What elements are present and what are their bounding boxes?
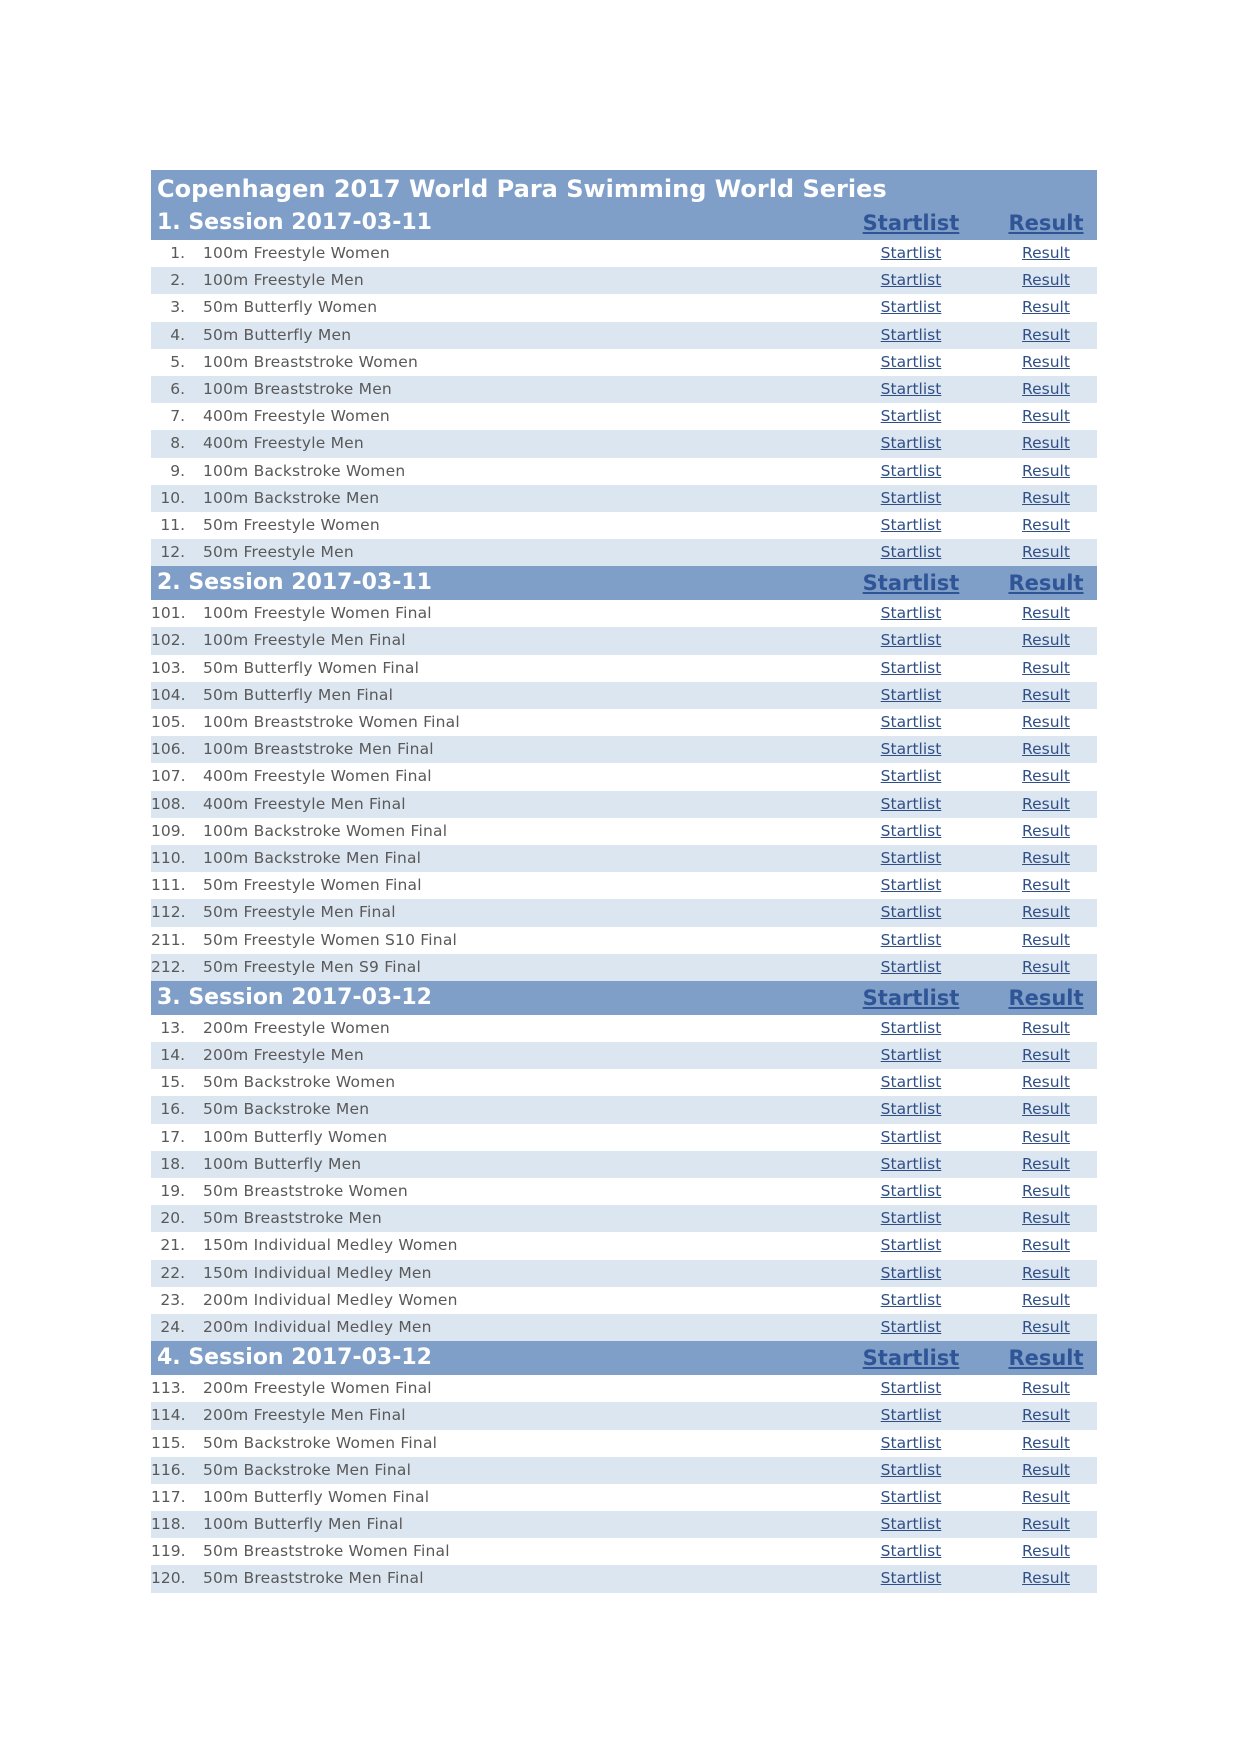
event-number: 18. (160, 1154, 185, 1173)
event-row (151, 512, 1097, 539)
event-result-link[interactable]: Result (1022, 1263, 1070, 1282)
event-row (151, 1538, 1097, 1565)
event-number: 116. (151, 1460, 186, 1479)
event-name: 400m Freestyle Men Final (203, 794, 406, 813)
event-name: 200m Individual Medley Men (203, 1317, 432, 1336)
session-header (151, 566, 1097, 600)
event-startlist-link[interactable]: Startlist (880, 461, 942, 480)
event-number: 103. (151, 658, 186, 677)
event-name: 100m Backstroke Men Final (203, 848, 422, 867)
session-startlist-link[interactable]: Startlist (862, 1346, 960, 1371)
event-name: 50m Freestyle Women (203, 515, 380, 534)
event-result-link[interactable]: Result (1022, 1379, 1070, 1398)
event-row (151, 600, 1097, 627)
event-number: 5. (170, 352, 185, 371)
event-startlist-link[interactable]: Startlist (880, 352, 942, 371)
session-title: 3. Session 2017-03-12 (157, 984, 432, 1010)
session-startlist-link[interactable]: Startlist (862, 571, 960, 596)
event-number: 108. (151, 794, 186, 813)
event-number: 17. (160, 1127, 185, 1146)
event-number: 211. (151, 930, 186, 949)
event-result-link[interactable]: Result (1022, 794, 1070, 813)
event-result-link[interactable]: Result (1022, 1100, 1070, 1119)
event-name: 50m Butterfly Women Final (203, 658, 420, 677)
event-name: 50m Freestyle Men Final (203, 903, 396, 922)
event-row (151, 376, 1097, 403)
session-title: 4. Session 2017-03-12 (157, 1345, 432, 1371)
event-startlist-link[interactable]: Startlist (880, 957, 942, 976)
event-startlist-link[interactable]: Startlist (880, 903, 942, 922)
sessions-list (151, 206, 1097, 1593)
event-name: 50m Freestyle Women S10 Final (203, 930, 458, 949)
event-number: 107. (151, 767, 186, 786)
event-name: 50m Backstroke Men (203, 1100, 370, 1119)
event-result-link[interactable]: Result (1022, 434, 1070, 453)
event-row (151, 927, 1097, 954)
session-header (151, 1341, 1097, 1375)
event-result-link[interactable]: Result (1022, 821, 1070, 840)
event-result-link[interactable]: Result (1022, 740, 1070, 759)
event-startlist-link[interactable]: Startlist (880, 1433, 942, 1452)
event-name: 100m Backstroke Women (203, 461, 406, 480)
event-startlist-link[interactable]: Startlist (880, 1569, 942, 1588)
event-result-link[interactable]: Result (1022, 1406, 1070, 1425)
event-result-link[interactable]: Result (1022, 767, 1070, 786)
event-name: 100m Backstroke Women Final (203, 821, 448, 840)
event-result-link[interactable]: Result (1022, 1487, 1070, 1506)
event-name: 100m Butterfly Women Final (203, 1487, 430, 1506)
event-name: 200m Freestyle Men Final (203, 1406, 406, 1425)
event-result-link[interactable]: Result (1022, 1290, 1070, 1309)
event-number: 118. (151, 1515, 186, 1534)
event-startlist-link[interactable]: Startlist (880, 543, 942, 562)
event-row (151, 1069, 1097, 1096)
event-result-link[interactable]: Result (1022, 658, 1070, 677)
event-number: 114. (151, 1406, 186, 1425)
event-row (151, 1430, 1097, 1457)
event-row (151, 872, 1097, 899)
event-number: 7. (170, 407, 185, 426)
event-number: 6. (170, 379, 185, 398)
session-title: 2. Session 2017-03-11 (157, 570, 432, 596)
event-result-link[interactable]: Result (1022, 325, 1070, 344)
event-startlist-link[interactable]: Startlist (880, 1406, 942, 1425)
event-result-link[interactable]: Result (1022, 1127, 1070, 1146)
event-number: 1. (170, 244, 185, 262)
event-name: 50m Butterfly Women (203, 298, 378, 317)
event-row (151, 240, 1097, 267)
event-number: 104. (151, 685, 186, 704)
event-result-link[interactable]: Result (1022, 1046, 1070, 1065)
event-startlist-link[interactable]: Startlist (880, 1018, 942, 1037)
event-number: 19. (160, 1182, 185, 1200)
event-number: 23. (160, 1290, 185, 1309)
event-result-link[interactable]: Result (1022, 685, 1070, 704)
event-number: 10. (160, 488, 185, 507)
event-startlist-link[interactable]: Startlist (880, 1290, 942, 1309)
event-result-link[interactable]: Result (1022, 713, 1070, 731)
event-startlist-link[interactable]: Startlist (880, 1209, 942, 1228)
event-result-link[interactable]: Result (1022, 488, 1070, 507)
event-startlist-link[interactable]: Startlist (880, 271, 942, 290)
event-result-link[interactable]: Result (1022, 1542, 1070, 1561)
event-startlist-link[interactable]: Startlist (880, 1127, 942, 1146)
event-number: 105. (151, 713, 186, 731)
session-header (151, 206, 1097, 240)
event-row (151, 485, 1097, 512)
event-number: 111. (151, 876, 186, 895)
event-result-link[interactable]: Result (1022, 407, 1070, 426)
session-result-link[interactable]: Result (1008, 1346, 1084, 1371)
event-number: 24. (160, 1317, 185, 1336)
event-result-link[interactable]: Result (1022, 1460, 1070, 1479)
event-name: 100m Breaststroke Women Final (203, 713, 460, 731)
event-startlist-link[interactable]: Startlist (880, 794, 942, 813)
event-row (151, 1205, 1097, 1232)
event-row (151, 627, 1097, 654)
event-row (151, 403, 1097, 430)
event-name: 100m Butterfly Men (203, 1154, 362, 1173)
event-result-link[interactable]: Result (1022, 631, 1070, 650)
event-name: 100m Freestyle Men (203, 271, 364, 290)
event-number: 113. (151, 1379, 186, 1398)
event-row (151, 1402, 1097, 1429)
event-row (151, 954, 1097, 981)
event-row (151, 1457, 1097, 1484)
event-number: 20. (160, 1209, 185, 1228)
event-number: 16. (160, 1100, 185, 1119)
event-row (151, 1151, 1097, 1178)
event-result-link[interactable]: Result (1022, 515, 1070, 534)
event-row (151, 899, 1097, 926)
event-startlist-link[interactable]: Startlist (880, 1379, 942, 1398)
event-name: 100m Breaststroke Men (203, 379, 392, 398)
session-result-link[interactable]: Result (1008, 985, 1084, 1010)
event-row (151, 1287, 1097, 1314)
event-startlist-link[interactable]: Startlist (880, 876, 942, 895)
page-title: Copenhagen 2017 World Para Swimming World Series (151, 170, 1097, 206)
event-name: 50m Freestyle Men S9 Final (203, 957, 421, 976)
event-row (151, 709, 1097, 736)
event-number: 14. (160, 1046, 185, 1065)
event-name: 100m Freestyle Women Final (203, 604, 432, 623)
event-startlist-link[interactable]: Startlist (880, 1046, 942, 1065)
event-startlist-link[interactable]: Startlist (880, 244, 942, 262)
event-row (151, 682, 1097, 709)
event-name: 50m Breaststroke Men (203, 1209, 382, 1228)
event-startlist-link[interactable]: Startlist (880, 1100, 942, 1119)
event-number: 112. (151, 903, 186, 922)
event-row (151, 322, 1097, 349)
event-number: 117. (151, 1487, 186, 1506)
event-row (151, 458, 1097, 485)
event-result-link[interactable]: Result (1022, 957, 1070, 976)
event-row (151, 763, 1097, 790)
event-number: 22. (160, 1263, 185, 1282)
event-result-link[interactable]: Result (1022, 271, 1070, 290)
event-number: 12. (160, 543, 185, 562)
event-row (151, 1042, 1097, 1069)
event-result-link[interactable]: Result (1022, 876, 1070, 895)
event-result-link[interactable]: Result (1022, 298, 1070, 317)
event-row (151, 1565, 1097, 1592)
event-number: 120. (151, 1569, 186, 1588)
event-row (151, 1015, 1097, 1042)
event-startlist-link[interactable]: Startlist (880, 1182, 942, 1200)
event-name: 100m Freestyle Men Final (203, 631, 406, 650)
event-startlist-link[interactable]: Startlist (880, 604, 942, 623)
event-row (151, 818, 1097, 845)
event-startlist-link[interactable]: Startlist (880, 713, 942, 731)
event-result-link[interactable]: Result (1022, 1515, 1070, 1534)
event-number: 15. (160, 1073, 185, 1092)
event-row (151, 430, 1097, 457)
event-row (151, 791, 1097, 818)
event-name: 400m Freestyle Women Final (203, 767, 432, 786)
event-startlist-link[interactable]: Startlist (880, 1317, 942, 1336)
event-name: 150m Individual Medley Men (203, 1263, 432, 1282)
event-startlist-link[interactable]: Startlist (880, 1460, 942, 1479)
event-number: 11. (160, 515, 185, 534)
event-result-link[interactable]: Result (1022, 244, 1070, 262)
event-row (151, 1314, 1097, 1341)
event-result-link[interactable]: Result (1022, 1182, 1070, 1200)
event-startlist-link[interactable]: Startlist (880, 1236, 942, 1255)
event-name: 50m Breaststroke Men Final (203, 1569, 424, 1588)
event-result-link[interactable]: Result (1022, 1154, 1070, 1173)
event-startlist-link[interactable]: Startlist (880, 379, 942, 398)
results-page (151, 170, 1097, 1593)
session-startlist-link[interactable]: Startlist (862, 211, 960, 235)
event-startlist-link[interactable]: Startlist (880, 1073, 942, 1092)
event-result-link[interactable]: Result (1022, 1569, 1070, 1588)
event-name: 50m Backstroke Men Final (203, 1460, 412, 1479)
event-startlist-link[interactable]: Startlist (880, 488, 942, 507)
event-number: 4. (170, 325, 185, 344)
event-startlist-link[interactable]: Startlist (880, 821, 942, 840)
event-row (151, 1484, 1097, 1511)
event-startlist-link[interactable]: Startlist (880, 631, 942, 650)
event-row (151, 1178, 1097, 1205)
event-name: 50m Freestyle Men (203, 543, 354, 562)
event-number: 106. (151, 740, 186, 759)
event-name: 400m Freestyle Men (203, 434, 364, 453)
event-result-link[interactable]: Result (1022, 1073, 1070, 1092)
event-result-link[interactable]: Result (1022, 1018, 1070, 1037)
session-header (151, 981, 1097, 1015)
event-startlist-link[interactable]: Startlist (880, 685, 942, 704)
event-number: 9. (170, 461, 185, 480)
event-number: 109. (151, 821, 186, 840)
event-row (151, 1375, 1097, 1402)
event-number: 101. (151, 604, 186, 623)
event-result-link[interactable]: Result (1022, 604, 1070, 623)
event-name: 50m Butterfly Men Final (203, 685, 394, 704)
event-name: 100m Freestyle Women (203, 244, 390, 262)
event-startlist-link[interactable]: Startlist (880, 407, 942, 426)
event-number: 3. (170, 298, 185, 317)
event-row (151, 294, 1097, 321)
event-row (151, 1260, 1097, 1287)
event-startlist-link[interactable]: Startlist (880, 298, 942, 317)
event-result-link[interactable]: Result (1022, 1236, 1070, 1255)
event-name: 50m Breaststroke Women Final (203, 1542, 450, 1561)
event-name: 100m Butterfly Women (203, 1127, 388, 1146)
session-result-link[interactable]: Result (1008, 571, 1084, 596)
event-name: 50m Butterfly Men (203, 325, 352, 344)
event-result-link[interactable]: Result (1022, 543, 1070, 562)
event-startlist-link[interactable]: Startlist (880, 1542, 942, 1561)
event-result-link[interactable]: Result (1022, 1317, 1070, 1336)
event-row (151, 267, 1097, 294)
event-number: 212. (151, 957, 186, 976)
session-title: 1. Session 2017-03-11 (157, 210, 432, 235)
event-row (151, 349, 1097, 376)
event-result-link[interactable]: Result (1022, 930, 1070, 949)
event-number: 119. (151, 1542, 186, 1561)
event-result-link[interactable]: Result (1022, 461, 1070, 480)
event-number: 102. (151, 631, 186, 650)
event-name: 200m Freestyle Women Final (203, 1379, 432, 1398)
event-number: 2. (170, 271, 185, 290)
event-number: 13. (160, 1018, 185, 1037)
event-startlist-link[interactable]: Startlist (880, 1154, 942, 1173)
event-result-link[interactable]: Result (1022, 352, 1070, 371)
session-result-link[interactable]: Result (1008, 211, 1084, 235)
session-startlist-link[interactable]: Startlist (862, 985, 960, 1010)
event-startlist-link[interactable]: Startlist (880, 767, 942, 786)
event-name: 50m Freestyle Women Final (203, 876, 422, 895)
event-startlist-link[interactable]: Startlist (880, 1263, 942, 1282)
event-row (151, 1511, 1097, 1538)
event-name: 50m Breaststroke Women (203, 1182, 408, 1200)
event-startlist-link[interactable]: Startlist (880, 930, 942, 949)
event-name: 200m Freestyle Women (203, 1018, 390, 1037)
event-row (151, 1124, 1097, 1151)
event-name: 400m Freestyle Women (203, 407, 390, 426)
event-name: 100m Butterfly Men Final (203, 1515, 404, 1534)
event-name: 100m Breaststroke Men Final (203, 740, 434, 759)
event-startlist-link[interactable]: Startlist (880, 515, 942, 534)
event-result-link[interactable]: Result (1022, 903, 1070, 922)
event-number: 115. (151, 1433, 186, 1452)
event-startlist-link[interactable]: Startlist (880, 1487, 942, 1506)
event-startlist-link[interactable]: Startlist (880, 658, 942, 677)
event-number: 110. (151, 848, 186, 867)
event-name: 150m Individual Medley Women (203, 1236, 458, 1255)
event-name: 100m Backstroke Men (203, 488, 380, 507)
event-startlist-link[interactable]: Startlist (880, 325, 942, 344)
event-name: 200m Freestyle Men (203, 1046, 364, 1065)
event-startlist-link[interactable]: Startlist (880, 740, 942, 759)
event-name: 200m Individual Medley Women (203, 1290, 458, 1309)
event-startlist-link[interactable]: Startlist (880, 1515, 942, 1534)
event-result-link[interactable]: Result (1022, 848, 1070, 867)
event-result-link[interactable]: Result (1022, 1209, 1070, 1228)
event-name: 100m Breaststroke Women (203, 352, 418, 371)
event-name: 50m Backstroke Women (203, 1073, 396, 1092)
event-row (151, 655, 1097, 682)
event-row (151, 539, 1097, 566)
event-row (151, 736, 1097, 763)
event-row (151, 1232, 1097, 1259)
event-startlist-link[interactable]: Startlist (880, 434, 942, 453)
event-name: 50m Backstroke Women Final (203, 1433, 438, 1452)
event-number: 21. (160, 1236, 185, 1255)
event-number: 8. (170, 434, 185, 453)
event-result-link[interactable]: Result (1022, 1433, 1070, 1452)
event-startlist-link[interactable]: Startlist (880, 848, 942, 867)
event-row (151, 845, 1097, 872)
event-row (151, 1096, 1097, 1123)
event-result-link[interactable]: Result (1022, 379, 1070, 398)
